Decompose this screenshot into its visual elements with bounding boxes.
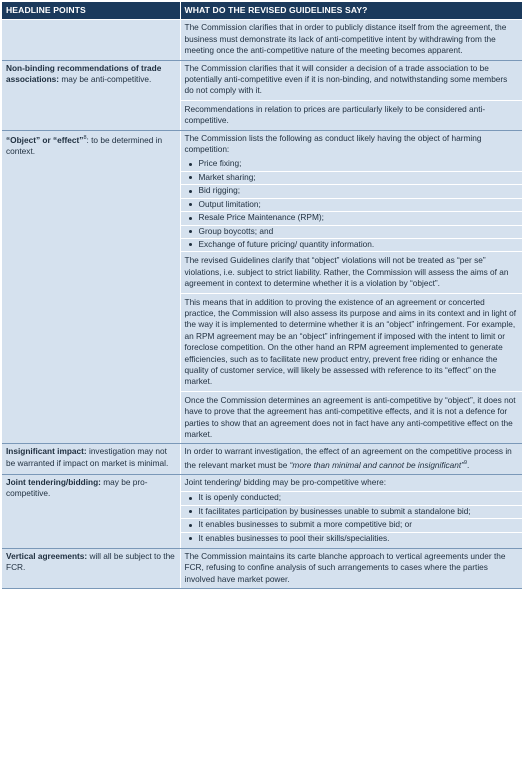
object-conduct-list bbox=[185, 158, 519, 252]
table-row bbox=[2, 474, 522, 548]
quoted-standard: “more than minimal and cannot be insignificant” bbox=[289, 459, 464, 470]
header-headline-points: HEADLINE POINTS bbox=[2, 2, 180, 20]
guideline-cell bbox=[180, 60, 522, 130]
list-item: Bid rigging; bbox=[181, 185, 523, 198]
bullet-icon bbox=[189, 203, 192, 206]
headline-cell bbox=[2, 474, 180, 548]
bullet-icon bbox=[189, 230, 192, 233]
guideline-cell bbox=[180, 549, 522, 589]
bullet-icon bbox=[189, 510, 192, 513]
guideline-cell bbox=[180, 444, 522, 475]
list-item: It enables businesses to pool their skills/specialities. bbox=[181, 533, 523, 545]
guideline-paragraph: The Commission clarifies that in order to publicly distance itself from the agreement, the business must demonstrate its lack of anti-competitive intent by withdrawing from the meeting once the anti-competitive nature of the meeting becomes apparent. bbox=[184, 22, 507, 56]
headline-text: : to be determined in context. bbox=[6, 134, 163, 156]
guideline-cell bbox=[180, 474, 522, 548]
headline-text: will all be subject to the FCR. bbox=[6, 551, 175, 573]
headline-bold: Vertical agreements: bbox=[6, 551, 88, 562]
guideline-paragraph: The Commission maintains its carte blanche approach to vertical agreements under the FCR, refusing to confine analysis of such arrangements to cases where the parties involved have market power. bbox=[184, 551, 506, 584]
guideline-paragraph: Recommendations in relation to prices are particularly likely to be considered anti-competitive. bbox=[184, 103, 486, 126]
list-item: Output limitation; bbox=[181, 199, 523, 212]
footnote-ref: 9 bbox=[463, 459, 468, 466]
headline-cell bbox=[2, 60, 180, 130]
header-revised-guidelines: WHAT DO THE REVISED GUIDELINES SAY? bbox=[180, 2, 522, 20]
bullet-icon bbox=[189, 163, 192, 166]
table-row bbox=[2, 444, 522, 475]
guideline-paragraph: This means that in addition to proving the existence of an agreement or concerted practice, the Commission will also assess its purpose and aims in its context and in light of the way it is implemented to determine whether it is an “object” infringement. For example, an RPM agreement may be an “object” infringement if imposed with the intent to limit or foreclose competition. On the other hand an RPM agreement implemented to generate efficiencies, such as to facilitate new product entry, prevent free riding or enhance the quality of customer service, will likely be assessed with reference to its “effect” on the market. bbox=[184, 296, 517, 387]
headline-text: may be anti-competitive. bbox=[59, 74, 152, 85]
table-row bbox=[2, 20, 522, 60]
headline-text: investigation may not be warranted if impact on market is minimal. bbox=[6, 446, 169, 468]
guideline-paragraph: Once the Commission determines an agreement is anti-competitive by “object”, it does not have to prove that the agreement has anti-competitive effects, and it is not a defence for parties to show that an agreement does not in fact have any anti-competitive effect on the market. bbox=[184, 394, 516, 439]
list-item: Price fixing; bbox=[181, 158, 523, 171]
guideline-intro: The Commission lists the following as conduct likely having the object of harming competition: bbox=[184, 132, 482, 155]
bullet-icon bbox=[189, 524, 192, 527]
table-row bbox=[2, 60, 522, 130]
list-item: It is openly conducted; bbox=[181, 492, 523, 505]
bullet-icon bbox=[189, 243, 192, 246]
table-row bbox=[2, 130, 522, 444]
headline-bold: Non-binding recommendations of trade associations: bbox=[6, 62, 162, 85]
guideline-paragraph: The Commission clarifies that it will consider a decision of a trade association to be potentially anti-competitive even if it is non-binding, and notwithstanding some members do not comply with it. bbox=[184, 62, 508, 96]
headline-cell bbox=[2, 130, 180, 444]
guideline-intro: Joint tendering/ bidding may be pro-competitive where: bbox=[184, 476, 387, 487]
headline-text: may be pro-competitive. bbox=[6, 476, 148, 499]
guideline-cell bbox=[180, 130, 522, 444]
headline-cell bbox=[2, 20, 180, 60]
headline-cell bbox=[2, 549, 180, 589]
guideline-cell bbox=[180, 20, 522, 60]
list-item: Exchange of future pricing/ quantity information. bbox=[181, 239, 523, 252]
headline-bold: Insignificant impact: bbox=[6, 446, 87, 457]
headline-bold: Joint tendering/bidding: bbox=[6, 476, 101, 487]
header-row bbox=[2, 2, 522, 20]
headline-cell bbox=[2, 444, 180, 475]
guideline-paragraph: In order to warrant investigation, the effect of an agreement on the competitive process in the relevant market must be “more than minimal and cannot be insignificant”$^9$. bbox=[184, 446, 512, 470]
joint-bidding-list bbox=[185, 492, 519, 545]
divider bbox=[181, 391, 523, 392]
bullet-icon bbox=[189, 537, 192, 540]
list-item: It facilitates participation by businesses unable to submit a standalone bid; bbox=[181, 506, 523, 519]
guideline-paragraph: The revised Guidelines clarify that “object” violations will not be treated as “per se” violations, i.e. subject to strict liability. Rather, the Commission will assess the aims of an agreement in context to determine whether it is a violation by “object”. bbox=[184, 255, 509, 289]
footnote-ref: 8 bbox=[83, 134, 87, 141]
divider bbox=[181, 293, 523, 294]
table-row bbox=[2, 549, 522, 589]
bullet-icon bbox=[189, 217, 192, 220]
list-item: Group boycotts; and bbox=[181, 226, 523, 239]
list-item: It enables businesses to submit a more competitive bid; or bbox=[181, 519, 523, 532]
bullet-icon bbox=[189, 190, 192, 193]
guidelines-table bbox=[2, 2, 522, 589]
bullet-icon bbox=[189, 497, 192, 500]
list-item: Market sharing; bbox=[181, 172, 523, 185]
headline-bold: “Object” or “effect” bbox=[6, 134, 84, 145]
divider bbox=[181, 100, 523, 101]
bullet-icon bbox=[189, 176, 192, 179]
list-item: Resale Price Maintenance (RPM); bbox=[181, 212, 523, 225]
